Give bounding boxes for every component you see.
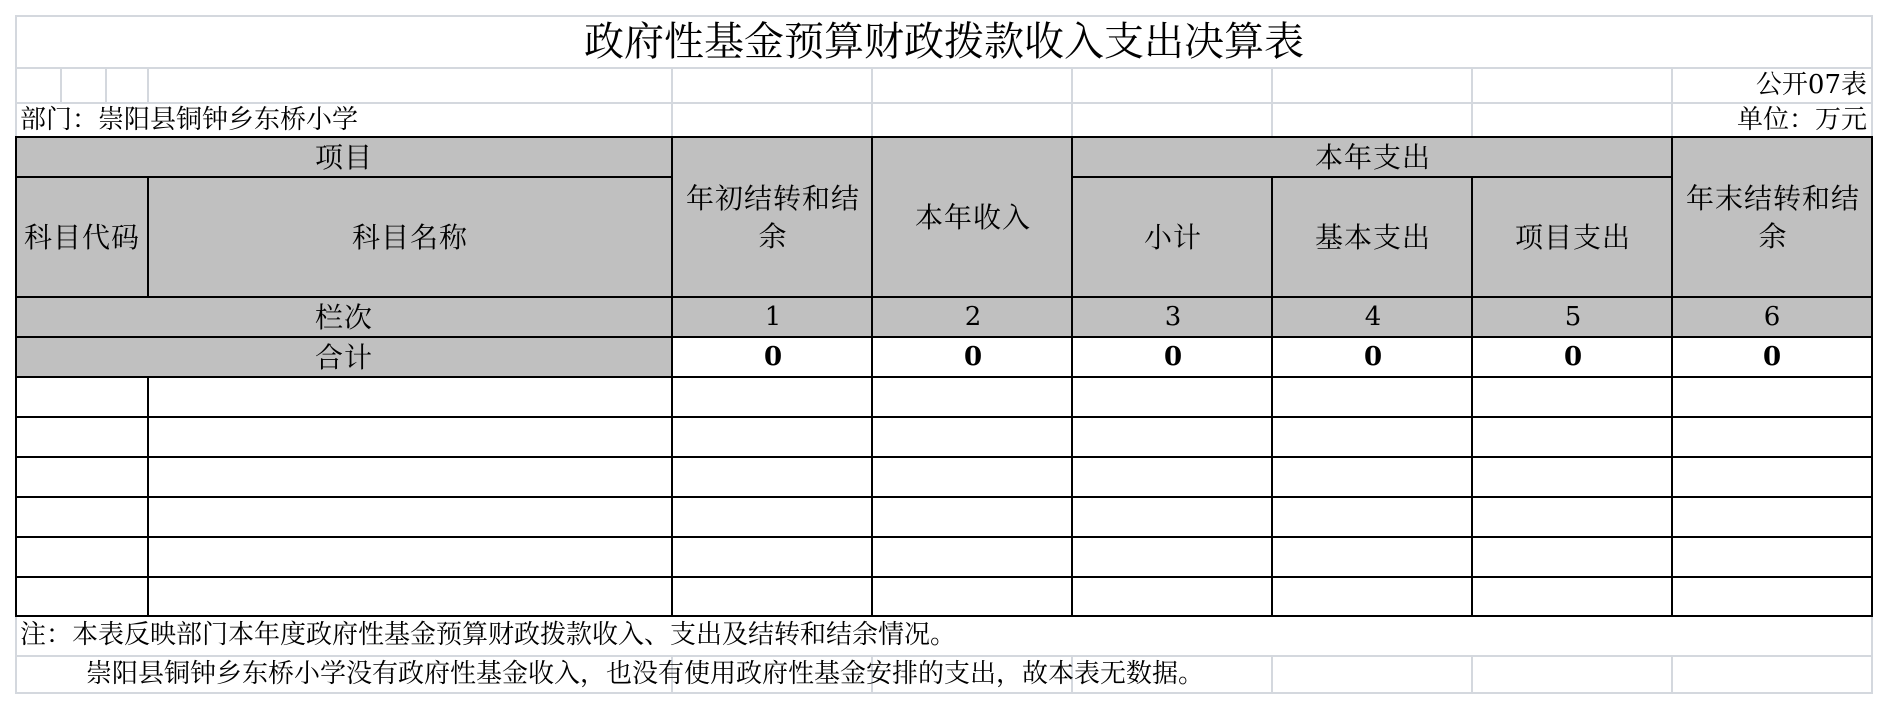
total-opening-balance[interactable]: 0 [763, 342, 783, 373]
table-border [15, 136, 17, 617]
table-border [15, 336, 1873, 338]
table-border [15, 456, 1873, 458]
grid-line [1671, 655, 1673, 694]
report-title: 政府性基金预算财政拨款收入支出决算表 [584, 19, 1304, 65]
table-border [15, 376, 1873, 378]
table-border [15, 296, 1873, 298]
table-border [671, 136, 673, 617]
column-number-4: 4 [1364, 302, 1382, 333]
column-number-1: 1 [764, 302, 782, 333]
grid-line [15, 692, 1873, 694]
column-number-2: 2 [964, 302, 982, 333]
total-project-expense[interactable]: 0 [1563, 342, 1583, 373]
grid-line [147, 67, 149, 104]
header-subtotal: 小计 [1143, 221, 1202, 255]
table-border [1671, 136, 1673, 617]
grid-line [671, 67, 673, 137]
table-border [1071, 136, 1073, 178]
table-border [147, 376, 149, 617]
grid-line [1071, 67, 1073, 137]
note-line-2: 崇阳县铜钟乡东桥小学没有政府性基金收入，也没有使用政府性基金安排的支出，故本表无数据。 [86, 658, 1205, 689]
table-border [15, 496, 1873, 498]
department-label: 部门：崇阳县铜钟乡东桥小学 [20, 104, 359, 135]
total-closing-balance[interactable]: 0 [1762, 342, 1782, 373]
total-label: 合计 [314, 341, 373, 375]
header-current-income: 本年收入 [914, 201, 1031, 235]
table-border [1073, 176, 1673, 178]
grid-line [1471, 67, 1473, 137]
table-border [15, 576, 1873, 578]
table-border [15, 136, 1873, 138]
table-border [15, 416, 1873, 418]
table-border [15, 536, 1873, 538]
grid-line [105, 67, 107, 104]
table-border [1471, 176, 1473, 617]
total-subtotal[interactable]: 0 [1163, 342, 1183, 373]
header-current-expense: 本年支出 [1314, 141, 1431, 175]
column-number-5: 5 [1564, 302, 1582, 333]
header-subject-name: 科目名称 [351, 221, 468, 255]
table-border [871, 136, 873, 617]
header-subject-code: 科目代码 [23, 221, 140, 255]
total-current-income[interactable]: 0 [963, 342, 983, 373]
header-basic-expense: 基本支出 [1314, 221, 1431, 255]
header-project-expense: 项目支出 [1514, 221, 1631, 255]
header-closing-balance: 年末结转和结余 [1685, 182, 1860, 253]
note-line-1: 注：本表反映部门本年度政府性基金预算财政拨款收入、支出及结转和结余情况。 [20, 620, 957, 651]
table-border [1071, 176, 1073, 617]
header-opening-balance: 年初结转和结余 [685, 182, 860, 253]
table-border [1871, 136, 1873, 617]
column-number-6: 6 [1763, 302, 1781, 333]
form-number: 公开07表 [1755, 69, 1867, 100]
table-border [147, 176, 149, 298]
header-item: 项目 [314, 141, 373, 175]
unit-label: 单位：万元 [1736, 104, 1867, 135]
grid-line [871, 67, 873, 137]
grid-line [60, 67, 62, 104]
column-number-label: 栏次 [314, 301, 373, 335]
table-border [1271, 176, 1273, 617]
table-border [15, 176, 673, 178]
total-basic-expense[interactable]: 0 [1363, 342, 1383, 373]
grid-line [1271, 67, 1273, 137]
column-number-3: 3 [1164, 302, 1182, 333]
